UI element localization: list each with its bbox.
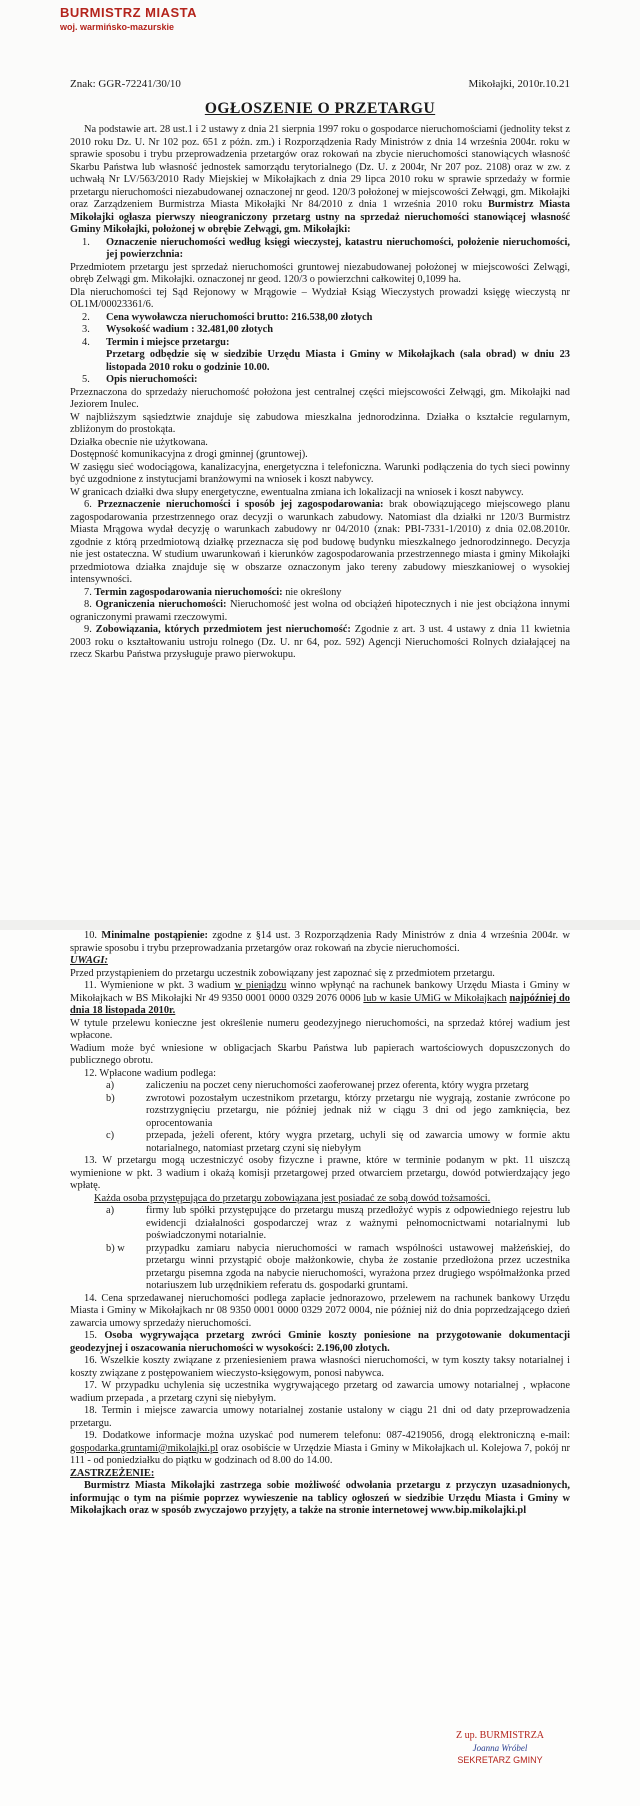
- point-18: 18. Termin i miejsce zawarcia umowy notarialnej zostanie ustalony w ciągu 21 dni od daty przeprowadzenia przetargu.: [70, 1405, 570, 1429]
- signature-stamp: [400, 1730, 600, 1766]
- document-body-page-1: [70, 124, 570, 662]
- point-13-b: b) w przypadku zamiaru nabycia nieruchomości w ramach wspólności ustawowej małżeńskiej, do przetargu winni przystąpić oboje małżonkowie, chyba że zostanie przedłożona przez uczestnika przetargu pisemna zgoda na nabycie nieruchomości, wyrażona przez drugiego współmałżonka przed notariuszem lub urzędnikiem referatu ds. gospodarki gruntami.: [106, 1242, 570, 1291]
- point-text: nie określony: [282, 586, 342, 598]
- point-number: 10.: [84, 930, 97, 941]
- uwagi-heading: UWAGI:: [70, 955, 108, 966]
- contact-email-link[interactable]: gospodarka.gruntami@mikolajki.pl: [70, 1442, 219, 1454]
- point-number: 18.: [84, 1405, 97, 1416]
- point-number: 14.: [84, 1292, 97, 1304]
- point-number: 12.: [84, 1067, 97, 1079]
- point-number: 9.: [84, 624, 92, 635]
- point-8: [70, 599, 570, 624]
- point-13: 13. W przetargu mogą uczestniczyć osoby fizyczne i prawne, które w terminie podanym w pkt. 11 uiszczą wymienione w pkt. 3 wadium i okażą komisji przetargowej przed otwarciem przetargu, dowód potwierdzający jego wpłatę.: [70, 1155, 570, 1191]
- document-body-page-2: [70, 930, 570, 1518]
- point-5: [70, 374, 570, 387]
- point-16: 16. Wszelkie koszty związane z przeniesieniem prawa własności nieruchomości, w tym koszty taksy notarialnej i koszty związane z postępowaniem wieczysto-księgowym, ponosi nabywca.: [70, 1355, 570, 1379]
- point-12-a: a) zaliczeniu na poczet ceny nieruchomości zaoferowanej przez oferenta, który wygra przetarg: [106, 1080, 529, 1091]
- point-10: [70, 930, 570, 955]
- point-12: 12. Wpłacone wadium podlega:: [84, 1067, 216, 1079]
- point-heading: Cena wywoławcza nieruchomości brutto: 216.538,00 złotych: [106, 311, 373, 323]
- point-13-a: a) firmy lub spółki przystępujące do przetargu muszą przedłożyć wypis z odpowiedniego rejestru lub ewidencji działalności gospodarczej wraz z ważnymi pełnomocnictwami notarialnymi lub poświadczonymi notarialnie.: [106, 1205, 570, 1241]
- point-1-text: Przedmiotem przetargu jest sprzedaż nieruchomości gruntowej niezabudowanej położonej w miejscowości Zelwągi, obręb Zelwągi gm. Mikołajki. oznaczonej nr geod. 120/3 o powierzchni całkowitej 0,1099 ha.: [70, 261, 570, 285]
- point-15: 15. Osoba wygrywająca przetarg zwróci Gminie koszty poniesione na przygotowanie dokumentacji geodezyjnej i oszacowania nieruchomości w wysokości: 2.196,00 złotych.: [70, 1330, 570, 1354]
- point-6: [70, 499, 570, 587]
- point-17: 17. W przypadku uchylenia się uczestnika wygrywającego przetarg od zawarcia umowy notarialnej , wpłacone wadium przepada , a przetarg czyni się niebyłym.: [70, 1380, 570, 1404]
- point-heading: Wysokość wadium : 32.481,00 złotych: [106, 324, 274, 335]
- point-number: 3.: [82, 324, 90, 335]
- point-text: brak obowiązującego miejscowego planu zagospodarowania przestrzennego oraz decyzji o warunkach zabudowy. Natomiast dla działki nr 120/3 Burmistrz Miasta Mrągowa wydał decyzję o warunkach zabudowy nr 04/2010 (znak: PBI-7331-1/2010) z dnia 02.08.2010r. zgodnie z którą przedmiotową działkę przeznacza się pod budowę budynku mieszkalnego jednorodzinnego. Decyzja nie jest ostateczna. W studium uwarunkowań i kierunków zagospodarowania przestrzennego miasta i gminy Mikołajki przedmiotowa działka znajduje się w obszarze oznaczonym jako tereny zabudowy mieszkaniowej o wysokiej intensywności.: [70, 499, 570, 585]
- uwagi-text: Przed przystąpieniem do przetargu uczestnik zobowiązany jest zapoznać się z przedmiotem przetargu.: [70, 967, 495, 979]
- intro-text: Na podstawie art. 28 ust.1 i 2 ustawy z dnia 21 sierpnia 1997 roku o gospodarce nieruchomościami (jednolity tekst z 2010 roku Dz. U. Nr 102 poz. 651 z późn. zm.) i Rozporządzenia Rady Ministrów z dnia 14 września 2004r. roku w sprawie sposobu i trybu przeprowadzenia przetargów oraz rokowań na zbycie nieruchomości stanowiących własność Skarbu Państwa lub własność jednostek samorządu terytorialnego (Dz. U. z 2004r, Nr 207 poz. 2108) oraz w zw. z uchwałą Nr LV/563/2010 Rady Miejskiej w Mikołajkach z dnia 29 lipca 2010 roku w sprawie sprzedaży w formie przetargu nieruchomości niezabudowanej oznaczonej nr geod. 120/3 położonej w miejscowości Zełwągi, gm. Mikołajki oraz Zarządzeniem Burmistrza Miasta Mikołajki Nr 84/2010 z dnia 1 września 2010 roku: [70, 124, 570, 210]
- point-heading: Oznaczenie nieruchomości według księgi wieczystej, katastru nieruchomości, położenie nieruchomości, jej powierzchnia:: [106, 236, 570, 260]
- signature-line-1: Z up. BURMISTRZA: [455, 1730, 545, 1741]
- point-number: 1.: [82, 236, 90, 248]
- point-number: 7.: [84, 586, 92, 598]
- point-heading: Zobowiązania, których przedmiotem jest nieruchomość:: [95, 624, 351, 635]
- point-1-text-b: Dla nieruchomości tej Sąd Rejonowy w Mrągowie – Wydział Ksiąg Wieczystych prowadzi księgę wieczystą nr OL1M/00023361/6.: [70, 286, 570, 310]
- point-5-text-a: Przeznaczona do sprzedaży nieruchomość położona jest centralnej części miejscowości Zełwągi, gm. Mikołajki nad Jeziorem Inulec.: [70, 386, 570, 410]
- intro-announcement: Burmistrz Miasta Mikołajki ogłasza pierwszy nieograniczony przetarg ustny na sprzedaż nieruchomości stanowiącej własność Gminy Mikołajki, położonej w obrębie Zełwągi, gm. Mikołajki:: [70, 199, 570, 235]
- point-text: Zgodnie z art. 3 ust. 4 ustawy z dnia 11 kwietnia 2003 roku o kształtowaniu ustroju rolnego (Dz. U. nr 64, poz. 592) Agencji Nieruchomości Rolnych działającej na rzecz Skarbu Państwa przysługuje prawo pierwokupu.: [70, 624, 570, 660]
- point-heading: Przeznaczenie nieruchomości i sposób jej zagospodarowania:: [97, 499, 384, 510]
- stamp-line-2: woj. warmińsko-mazurskie: [60, 22, 175, 32]
- point-number: 11.: [84, 980, 97, 991]
- point-number: 6.: [84, 499, 92, 510]
- point-5-text-b: W najbliższym sąsiedztwie znajduje się zabudowa mieszkalna jednorodzinna. Działka o kształcie regularnym, zbliżonym do prostokąta.: [70, 411, 570, 435]
- point-14: 14. Cena sprzedawanej nieruchomości podlega zapłacie jednorazowo, przelewem na rachunek bankowy Urzędu Miasta i Gminy w Mikołajkach nr 08 9350 0001 0000 0329 2072 0004, nie później niż do dnia poprzedzającego dzień zawarcia umowy sprzedaży nieruchomości.: [70, 1292, 570, 1329]
- point-heading: Termin i miejsce przetargu:: [106, 336, 230, 348]
- point-9: [70, 624, 570, 662]
- point-3: [70, 324, 570, 337]
- document-title: OGŁOSZENIE O PRZETARGU: [204, 100, 436, 117]
- point-12-b: b) zwrotowi pozostałym uczestnikom przetargu, którzy przetargu nie wygrają, zostanie zwrócone po rozstrzygnięciu przetargu, nie później jednak niż w ciągu 3 dni od jego zamknięcia, bez oprocentowania: [106, 1092, 570, 1129]
- point-19: 19. Dodatkowe informacje można uzyskać pod numerem telefonu: 087-4219056, drogą elektroniczną e-mail: gospodarka.gruntami@mikolajki.pl oraz osobiście w Urzędzie Miasta i Gminy w Mikołajkach ul. Kolejowa 7, pokój nr 111 - od poniedziałku do piątku w godzinach od 8.00 do 14.00.: [70, 1430, 570, 1466]
- point-2: [70, 312, 570, 325]
- point-1: [70, 237, 570, 262]
- point-number: 15.: [84, 1330, 97, 1341]
- point-5-text-f: W granicach działki dwa słupy energetyczne, ewentualna zmiana ich lokalizacji na wniosek i koszt nabywcy.: [70, 486, 524, 498]
- reference-number: Znak: GGR-72241/30/10: [70, 78, 181, 90]
- point-heading: Opis nieruchomości:: [106, 374, 198, 385]
- point-12-c: c) przepada, jeżeli oferent, który wygra przetarg, uchyli się od zawarcia umowy w formie aktu notarialnego, natomiast przetarg czyni się niebyłym: [106, 1130, 570, 1154]
- point-number: 13.: [84, 1155, 97, 1166]
- point-number: 19.: [84, 1430, 97, 1441]
- point-heading: Termin zagospodarowania nieruchomości:: [94, 586, 283, 598]
- signature-name: Joanna Wróbel: [472, 1743, 528, 1753]
- point-13-identity: Każda osoba przystępująca do przetargu zobowiązana jest posiadać ze sobą dowód tożsamości.: [94, 1192, 491, 1204]
- point-number: 16.: [84, 1355, 97, 1366]
- point-number: 2.: [82, 311, 90, 323]
- point-text: Nieruchomość jest wolna od obciążeń hipotecznych i nie jest obciążona innymi ograniczonymi prawami rzeczowymi.: [70, 599, 570, 623]
- stamp-line-1: BURMISTRZ MIASTA: [60, 5, 198, 20]
- intro-paragraph: [70, 124, 570, 237]
- zastrzezenie-text: Burmistrz Miasta Mikołajki zastrzega sobie możliwość odwołania przetargu z przyczyn uzasadnionych, informując o tym na piśmie poprzez wywieszenie na tablicy ogłoszeń w siedzibie Urzędu Miasta i Gminy w Mikołajkach oraz w sposób zwyczajowo przyjęty, a także na stronie internetowej www.bip.mikolajki.pl: [70, 1480, 570, 1516]
- document-date: Mikołajki, 2010r.10.21: [468, 78, 570, 90]
- header-stamp: [60, 6, 280, 34]
- point-5-text-e: W zasięgu sieć wodociągowa, kanalizacyjna, energetyczna i telefoniczna. Warunki podłączenia do tych sieci powinny być uzgodnione z instytucjami branżowymi na wniosek i koszt nabywcy.: [70, 461, 570, 485]
- point-number: 5.: [82, 374, 90, 385]
- signature-function: SEKRETARZ GMINY: [457, 1755, 543, 1765]
- point-11: 11. Wymienione w pkt. 3 wadium w pieniądzu winno wpłynąć na rachunek bankowy Urzędu Miasta i Gminy w Mikołajkach w BS Mikołajki Nr 49 9350 0001 0000 0329 2076 0006 lub w kasie UMiG w Mikołajkach najpóźniej do dnia 18 listopada 2010r.: [70, 980, 570, 1016]
- zastrzezenie-heading: ZASTRZEŻENIE:: [70, 1467, 155, 1479]
- point-5-text-d: Dostępność komunikacyjna z drogi gminnej (gruntowej).: [70, 449, 308, 460]
- point-4-text: Przetarg odbędzie się w siedzibie Urzędu Miasta i Gminy w Mikołajkach (sala obrad) w dniu 23 listopada 2010 roku o godzinie 10.00.: [106, 349, 570, 373]
- point-number: 17.: [84, 1380, 97, 1391]
- point-heading: Minimalne postąpienie:: [101, 930, 208, 941]
- point-4: [70, 337, 570, 350]
- point-5-text-c: Działka obecnie nie użytkowana.: [70, 436, 208, 448]
- point-heading: Ograniczenia nieruchomości:: [95, 599, 227, 610]
- deposit-deadline: najpóźniej do dnia 18 listopada 2010r.: [70, 992, 570, 1016]
- point-text: zgodne z §14 ust. 3 Rozporządzenia Rady Ministrów z dnia 4 września 2004r. w sprawie sposobu i trybu przeprowadzania przetargów oraz rokowań na zbycie nieruchomości.: [70, 930, 570, 954]
- point-11-text-d: W tytule przelewu konieczne jest określenie numeru geodezyjnego nieruchomości, na sprzedaż której wadium jest wpłacone.: [70, 1017, 570, 1041]
- page-separator: [0, 920, 640, 930]
- point-11-text-e: Wadium może być wniesione w obligacjach Skarbu Państwa lub papierach wartościowych dopuszczonych do publicznego obrotu.: [70, 1042, 570, 1066]
- point-number: 8.: [84, 599, 92, 610]
- point-number: 4.: [82, 336, 90, 348]
- point-7: [70, 587, 570, 600]
